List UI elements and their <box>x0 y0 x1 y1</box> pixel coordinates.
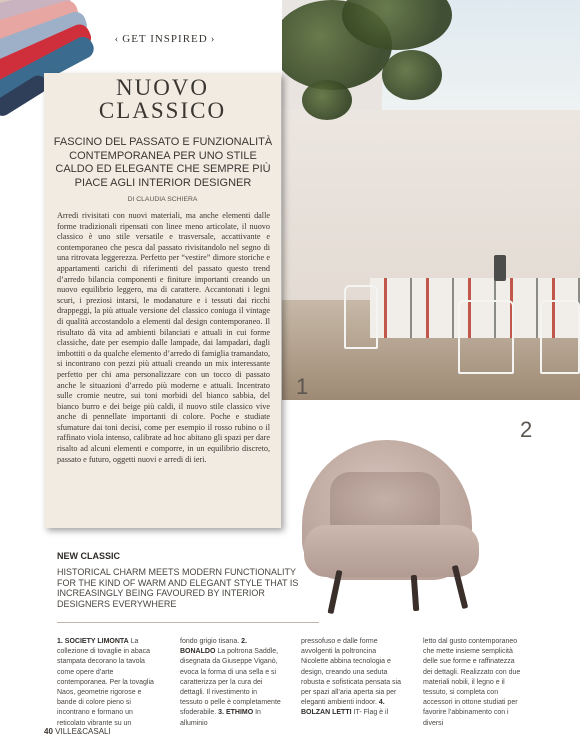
caption-1-text: La collezione di tovaglie in abaca stampata decorano la tavola come opere d’arte contemporanea. Per la tovaglia Naos, geometrie rigorose e bande di colore pieno si incontrano e formano un reticolato vibrante su un <box>57 638 154 727</box>
caption-column-4 <box>423 637 524 729</box>
caption-1-text-cont: fondo grigio tisana. <box>180 638 242 645</box>
article-subtitle: FASCINO DEL PASSATO E FUNZIONALITÀ CONTEMPORANEA PER UNO STILE CALDO ED ELEGANTE CHE SEMPRE PIÙ PIACE AGLI INTERIOR DESIGNER <box>53 136 273 189</box>
caption-2-number: 2. <box>241 638 247 645</box>
caption-3-text-cont: pressofuso e dalle forme avvolgenti la poltroncina Nicolette abbina tecnologia e design, creando una seduta robusta e sofisticata pensata sia per spazi all’aria aperta sia per eleganti ambienti indoor. <box>301 638 402 707</box>
title-line-1: NUOVO <box>115 75 210 100</box>
magazine-name: VILLE&CASALI <box>55 727 111 736</box>
page-footer <box>44 727 111 736</box>
chevron-right-icon: › <box>210 33 216 45</box>
photo-number-2: 2 <box>520 417 533 442</box>
article-byline: DI CLAUDIA SCHIERA <box>127 196 198 203</box>
caption-4-brand: BOLZAN LETTI <box>301 709 352 717</box>
caption-2-text: La poltrona Saddle, disegnata da Giuseppe Viganò, evoca la forma di una sella e si caratterizza per la cura dei dettagli. Il rivestimento in tessuto o pelle è completamente sfoderabile. <box>180 648 281 717</box>
armchair-photo <box>292 430 532 630</box>
divider <box>57 622 319 623</box>
caption-3-brand: ETHIMO <box>225 709 254 717</box>
photo-number-1: 1 <box>296 374 309 399</box>
caption-1-brand: SOCIETY LIMONTA <box>64 638 129 645</box>
english-summary: HISTORICAL CHARM MEETS MODERN FUNCTIONALITY FOR THE KIND OF WARM AND ELEGANT STYLE THAT IS INCREASINGLY BEING FAVOURED BY INTERIOR DESIGNERS EVERYWHERE <box>57 567 299 609</box>
caption-column-2 <box>180 637 281 729</box>
caption-column-1 <box>57 637 158 729</box>
caption-4-number: 4. <box>378 699 385 707</box>
caption-3-text: In alluminio <box>180 709 261 727</box>
caption-1-number: 1. <box>57 638 63 645</box>
kicker-label: GET INSPIRED <box>122 33 208 45</box>
chevron-left-icon: ‹ <box>114 33 120 45</box>
section-kicker <box>100 33 230 45</box>
caption-2-brand: BONALDO <box>180 648 216 656</box>
caption-column-3 <box>301 637 402 719</box>
caption-4-text-cont: letto dal gusto contemporaneo che mette insieme semplicità delle sue forme e raffinatezza dei dettagli. Realizzato con due materiali nobili, il legno e il tessuto, si completa con accessori in ottone studiati per favorire l’abbinamento con i diversi <box>423 638 521 727</box>
caption-3-number: 3. <box>218 709 224 717</box>
outdoor-dining-photo <box>282 0 580 400</box>
page-number: 40 <box>44 727 53 736</box>
title-line-2: CLASSICO <box>98 98 227 123</box>
caption-4-text: IT- Flag è il <box>351 709 389 717</box>
article-body: Arredi rivisitati con nuovi materiali, ma anche elementi dalle forme tradizionali ripensati con linee meno articolate, il nuovo classico è uno stile versatile e trasversale, accattivante e contemporaneo che pesca dal passato rivisitandolo nel segno di una ritrovata leggerezza. Perfetto per “vestire” dimore storiche e appartamenti carichi di riferimenti del passato questo trend d’arredo bilancia componenti e finiture importanti creando un nuovo equilibrio leggero, ma di carattere. Accantonati i legni scuri, i preziosi intarsi, le modanature e i tessuti dai ricchi drappeggi, la più attuale versione del classico coniuga il vintage di qualità accostandolo a elementi dal design contemporaneo. Il risultato dà vita ad ambienti bilanciati e attuali in cui forme classiche, date per esempio dalle lampade, dai lampadari, dagli imbottiti o da qualche elemento d’arredo di famiglia tramandato, si incontrano con pezzi più attuali creando un mix interessante perfetto per chi ama personalizzare con un tocco di passato anche le situazioni d’arredo più moderne e attuali. Incentrato sulle cromie neutre, sui toni morbidi del bianco sabbia, del bianco burro e dei beige più caldi, il nuovo stile classico vive anche di pennellate importanti di colore. Poche e studiate sfumature dai toni decisi, come per esempio il rosso rubino o il raffinato viola intenso, calibrate ad hoc abitano gli spazi per dare risalto ad alcuni elementi e comporre, in un equilibrio discreto, passato e futuro, oggetti nuovi e arredi di ieri. <box>57 211 270 464</box>
article-title <box>44 76 281 122</box>
english-heading: NEW CLASSIC <box>57 551 120 561</box>
